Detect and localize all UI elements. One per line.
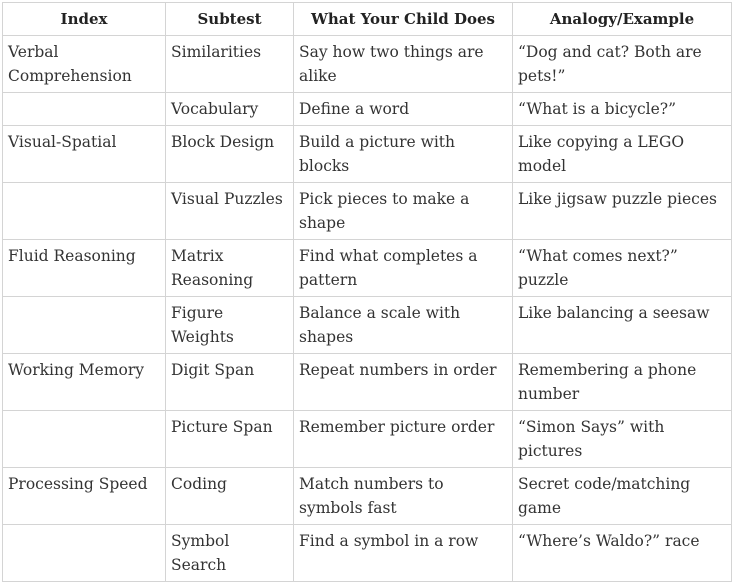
header-subtest: Subtest: [166, 3, 294, 36]
cell-analogy: “Where’s Waldo?” race: [513, 525, 732, 582]
cell-subtest: Similarities: [166, 36, 294, 93]
header-analogy-example: Analogy/Example: [513, 3, 732, 36]
table-row: [3, 126, 732, 183]
cell-analogy: “What comes next?” puzzle: [513, 240, 732, 297]
cell-index: [3, 183, 166, 240]
cell-analogy: Like copying a LEGO model: [513, 126, 732, 183]
cell-analogy: “What is a bicycle?”: [513, 93, 732, 126]
cell-index: [3, 93, 166, 126]
table-row: [3, 240, 732, 297]
table-row: [3, 525, 732, 582]
table-container: [2, 2, 732, 582]
header-what-child-does: What Your Child Does: [294, 3, 513, 36]
table-row: [3, 411, 732, 468]
cell-analogy: Like balancing a seesaw: [513, 297, 732, 354]
header-index: Index: [3, 3, 166, 36]
cell-subtest: Digit Span: [166, 354, 294, 411]
cell-subtest: Coding: [166, 468, 294, 525]
cell-what-child-does: Remember picture order: [294, 411, 513, 468]
cell-analogy: Secret code/matching game: [513, 468, 732, 525]
cell-analogy: “Simon Says” with pictures: [513, 411, 732, 468]
cell-what-child-does: Find a symbol in a row: [294, 525, 513, 582]
cell-what-child-does: Build a picture with blocks: [294, 126, 513, 183]
cell-analogy: Like jigsaw puzzle pieces: [513, 183, 732, 240]
cell-what-child-does: Define a word: [294, 93, 513, 126]
table-row: [3, 36, 732, 93]
cell-what-child-does: Find what completes a pattern: [294, 240, 513, 297]
cell-what-child-does: Match numbers to symbols fast: [294, 468, 513, 525]
cell-index: [3, 411, 166, 468]
cell-what-child-does: Balance a scale with shapes: [294, 297, 513, 354]
cell-subtest: Vocabulary: [166, 93, 294, 126]
table-body: [3, 36, 732, 582]
table-row: [3, 93, 732, 126]
cell-subtest: Picture Span: [166, 411, 294, 468]
table-row: [3, 183, 732, 240]
table-header: [3, 3, 732, 36]
cell-subtest: Visual Puzzles: [166, 183, 294, 240]
header-row: [3, 3, 732, 36]
cell-subtest: Block Design: [166, 126, 294, 183]
wisc-subtest-table: [2, 2, 732, 582]
cell-index: Processing Speed: [3, 468, 166, 525]
cell-subtest: Matrix Reasoning: [166, 240, 294, 297]
cell-index: Visual-Spatial: [3, 126, 166, 183]
table-row: [3, 468, 732, 525]
cell-analogy: Remembering a phone number: [513, 354, 732, 411]
cell-what-child-does: Say how two things are alike: [294, 36, 513, 93]
cell-index: [3, 297, 166, 354]
cell-index: Working Memory: [3, 354, 166, 411]
cell-what-child-does: Pick pieces to make a shape: [294, 183, 513, 240]
cell-index: [3, 525, 166, 582]
cell-subtest: Figure Weights: [166, 297, 294, 354]
cell-analogy: “Dog and cat? Both are pets!”: [513, 36, 732, 93]
cell-index: Fluid Reasoning: [3, 240, 166, 297]
cell-subtest: Symbol Search: [166, 525, 294, 582]
cell-index: Verbal Comprehension: [3, 36, 166, 93]
table-row: [3, 354, 732, 411]
table-row: [3, 297, 732, 354]
cell-what-child-does: Repeat numbers in order: [294, 354, 513, 411]
